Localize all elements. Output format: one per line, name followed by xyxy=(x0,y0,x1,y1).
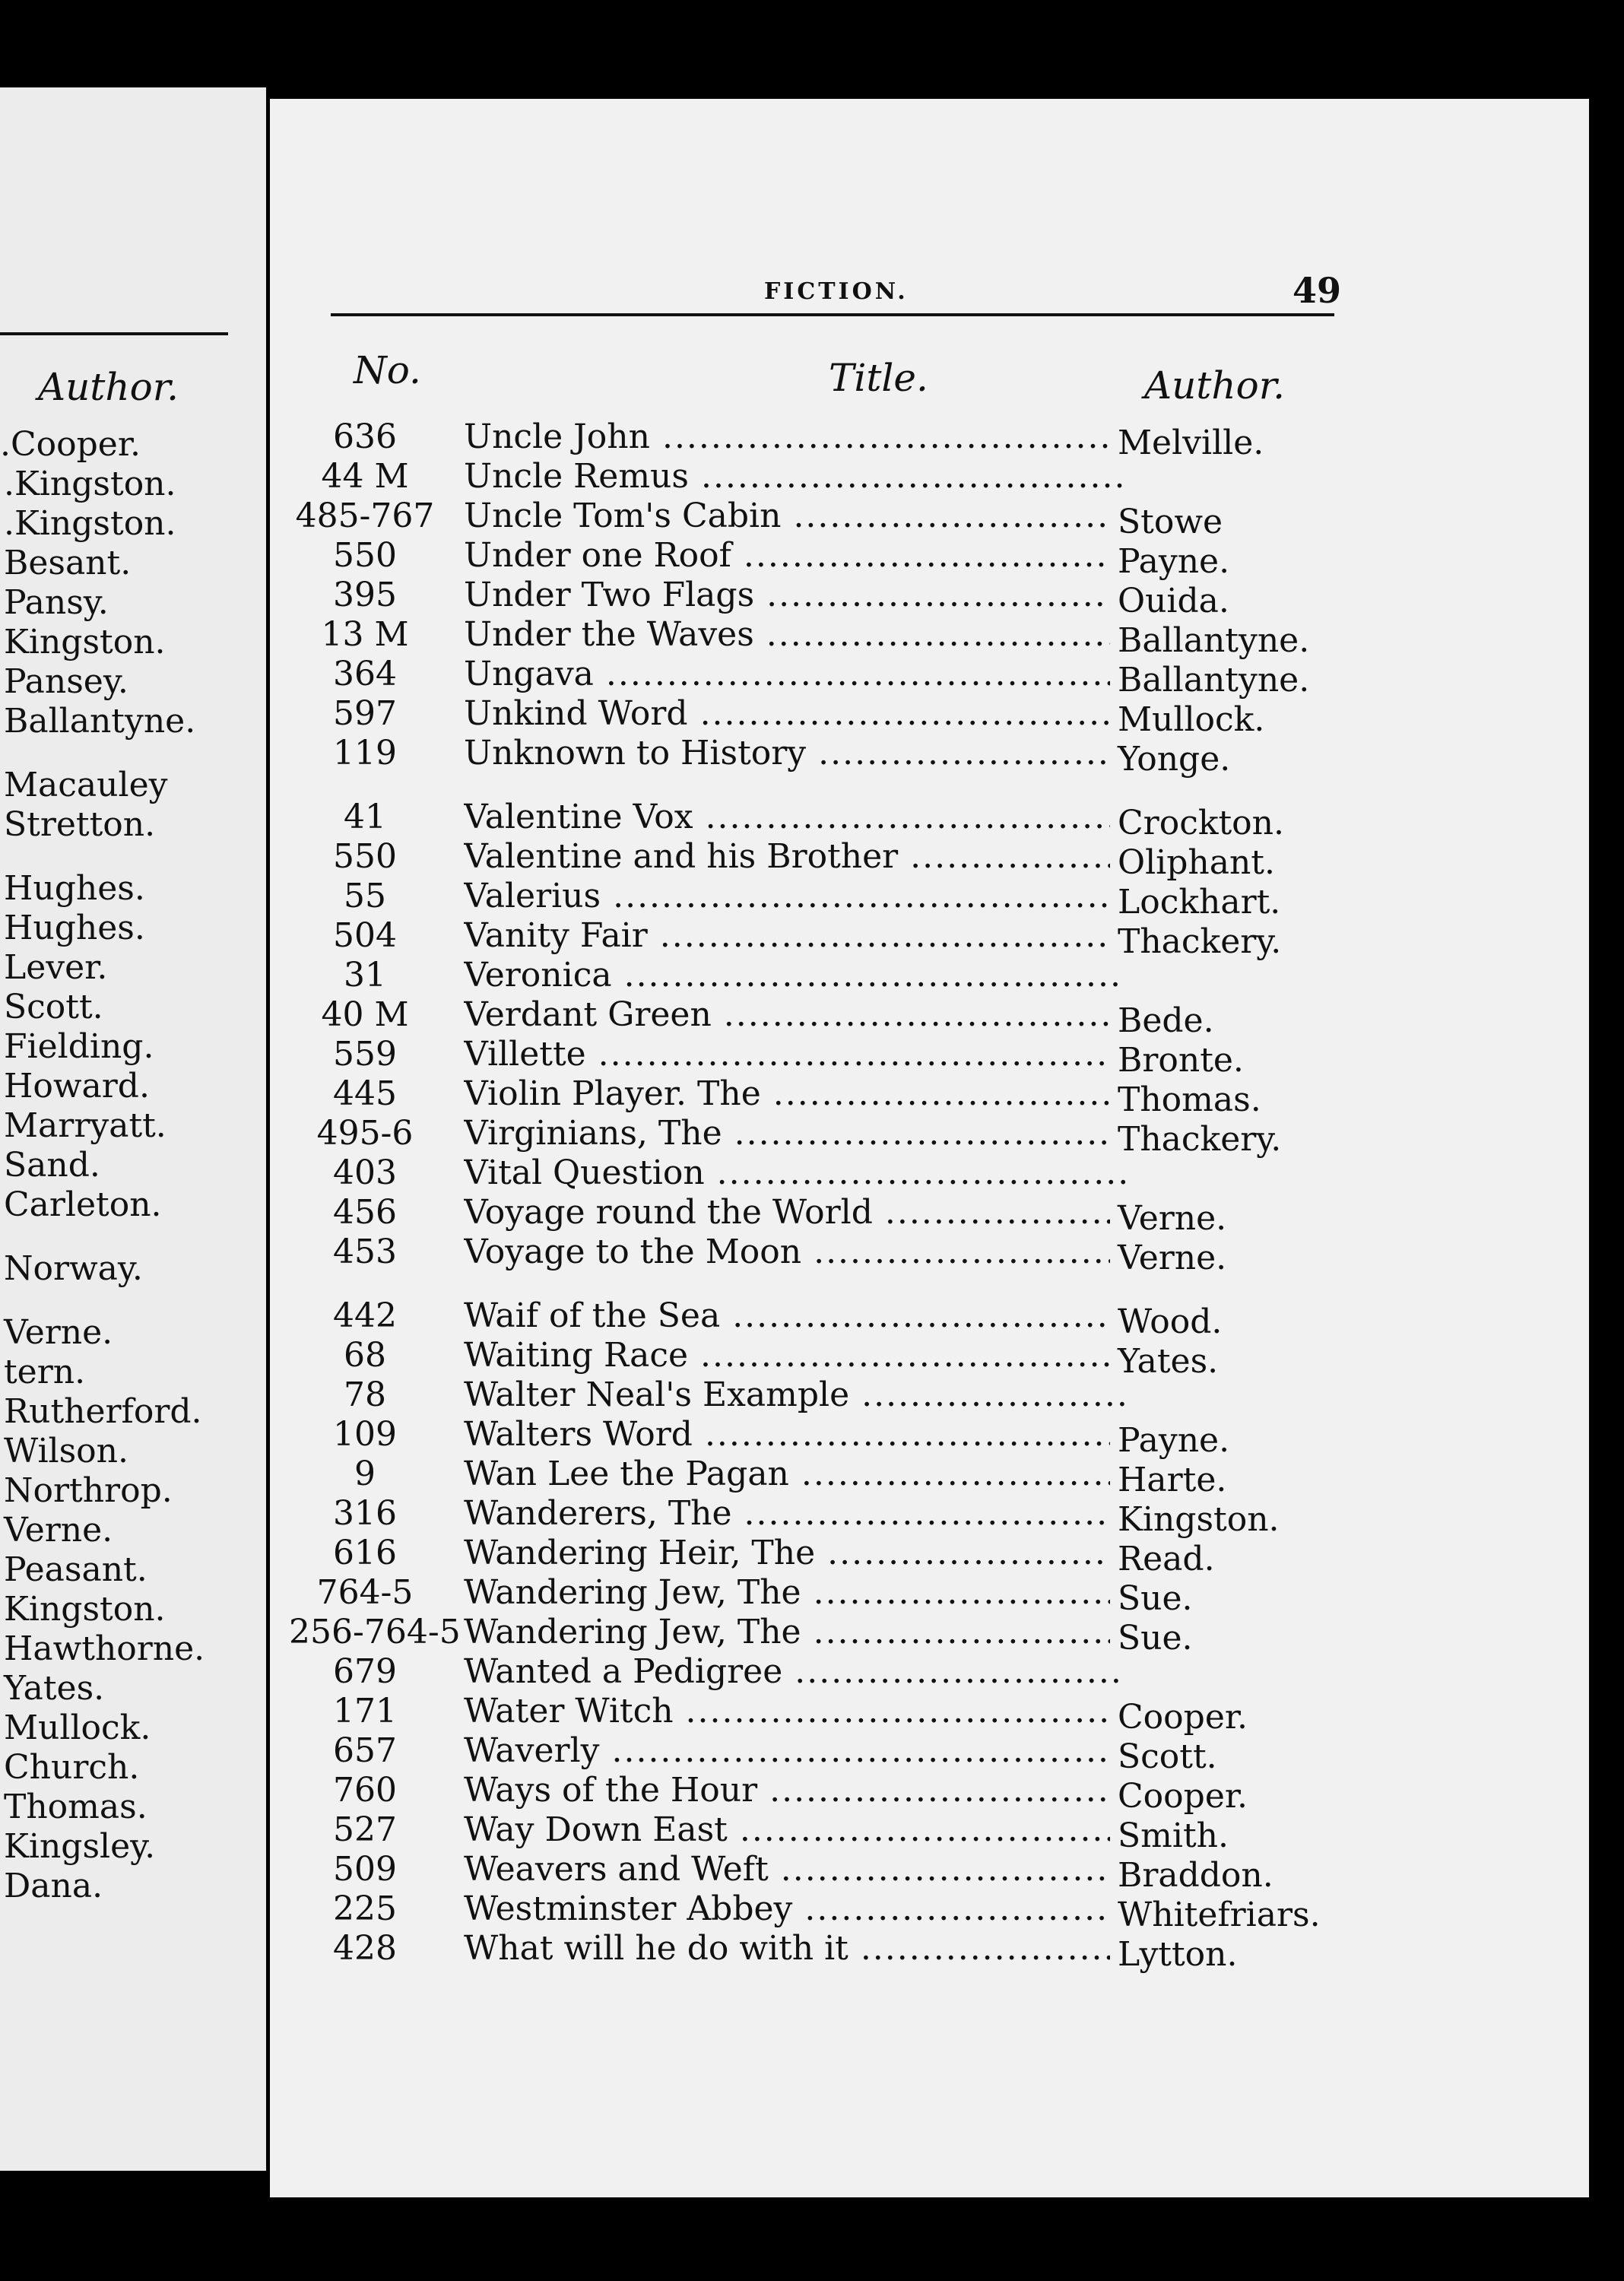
entry-number: 13 M xyxy=(321,615,409,654)
entry-author: Ballantyne. xyxy=(1118,621,1310,660)
entry-title: Unkind Word ..... xyxy=(464,695,1110,733)
no-column-heading: No. xyxy=(354,348,421,392)
left-author-fragment: Kingsley. xyxy=(4,1827,156,1866)
left-author-fragment: Marryatt. xyxy=(4,1106,167,1145)
entry-title: Walter Neal's Example ..... xyxy=(464,1376,1125,1414)
left-page xyxy=(0,87,266,2171)
entry-title: Waif of the Sea ..... xyxy=(464,1297,1110,1335)
entry-author: Smith. xyxy=(1118,1816,1229,1855)
entry-title: Weavers and Weft ..... xyxy=(464,1851,1110,1889)
entry-title: Wan Lee the Pagan ..... xyxy=(464,1455,1110,1493)
left-author-fragment: Hughes. xyxy=(4,869,145,908)
entry-title: Wandering Jew, The ..... xyxy=(464,1574,1110,1612)
entry-author: Thomas. xyxy=(1118,1080,1261,1119)
entry-title: Waverly ..... xyxy=(464,1732,1110,1770)
page-number: 49 xyxy=(1293,270,1342,311)
entry-number: 527 xyxy=(333,1810,397,1849)
entry-author: Braddon. xyxy=(1118,1856,1274,1895)
entry-title: Vital Question ..... xyxy=(464,1154,1125,1192)
entry-number: 41 xyxy=(344,798,386,836)
entry-title: What will he do with it ..... xyxy=(464,1930,1110,1968)
left-author-fragment: Scott. xyxy=(4,988,103,1026)
entry-title: Violin Player. The ..... xyxy=(464,1075,1110,1113)
author-column-heading: Author. xyxy=(1144,363,1286,408)
left-author-fragment: Yates. xyxy=(4,1669,105,1708)
entry-title: Water Witch ..... xyxy=(464,1693,1110,1731)
entry-title: Verdant Green ..... xyxy=(464,996,1110,1034)
entry-title: Under one Roof ..... xyxy=(464,537,1110,575)
entry-title: Waiting Race ..... xyxy=(464,1337,1110,1375)
left-author-fragment: Hawthorne. xyxy=(4,1629,205,1668)
entry-number: 495-6 xyxy=(316,1114,414,1153)
entry-author: Verne. xyxy=(1118,1199,1227,1238)
entry-title: Voyage to the Moon ..... xyxy=(464,1233,1110,1271)
entry-title: Wanderers, The ..... xyxy=(464,1495,1110,1533)
entry-author: Scott. xyxy=(1118,1737,1217,1776)
entry-title: Voyage round the World ..... xyxy=(464,1194,1110,1232)
entry-number: 119 xyxy=(333,734,397,772)
entry-title: Ways of the Hour ..... xyxy=(464,1772,1110,1810)
entry-number: 504 xyxy=(333,916,397,955)
entry-author: Yates. xyxy=(1118,1342,1219,1381)
entry-number: 509 xyxy=(333,1850,397,1889)
left-author-fragment: Pansey. xyxy=(4,662,128,701)
left-author-fragment: Stretton. xyxy=(4,805,156,844)
entry-author: Whitefriars. xyxy=(1118,1896,1321,1934)
entry-number: 453 xyxy=(333,1233,397,1271)
title-column-heading: Title. xyxy=(829,356,928,400)
left-author-fragment: Wilson. xyxy=(4,1432,128,1470)
entry-number: 559 xyxy=(333,1035,397,1074)
entry-author: Payne. xyxy=(1118,542,1230,581)
entry-title: Unknown to History ..... xyxy=(464,734,1110,772)
entry-author: Bronte. xyxy=(1118,1041,1244,1080)
entry-title: Way Down East ..... xyxy=(464,1811,1110,1849)
entry-author: Harte. xyxy=(1118,1461,1227,1499)
entry-title: Valentine and his Brother ..... xyxy=(464,838,1110,876)
entry-title: Valentine Vox ..... xyxy=(464,798,1110,836)
entry-number: 428 xyxy=(333,1929,397,1968)
entry-author: Thackery. xyxy=(1118,922,1282,961)
entry-title: Wandering Jew, The ..... xyxy=(464,1613,1110,1651)
left-author-heading: Author. xyxy=(38,365,179,409)
entry-number: 316 xyxy=(333,1494,397,1533)
entry-author: Sue. xyxy=(1118,1619,1193,1658)
entry-number: 395 xyxy=(333,576,397,614)
entry-number: 256-764-5 xyxy=(289,1613,461,1651)
entry-title: Uncle Tom's Cabin ..... xyxy=(464,497,1110,535)
entry-number: 442 xyxy=(333,1296,397,1335)
left-author-fragment: Verne. xyxy=(4,1313,113,1352)
entry-author: Cooper. xyxy=(1118,1777,1248,1816)
entry-title: Uncle Remus ..... xyxy=(464,458,1125,496)
left-author-fragment: Kingston. xyxy=(4,1590,166,1629)
entry-author: Stowe xyxy=(1118,503,1223,541)
left-author-fragment: Thomas. xyxy=(4,1788,147,1826)
entry-number: 456 xyxy=(333,1193,397,1232)
entry-author: Lytton. xyxy=(1118,1935,1238,1974)
left-author-fragment: .Cooper. xyxy=(0,425,141,464)
left-author-fragment: Ballantyne. xyxy=(4,702,196,741)
entry-number: 55 xyxy=(344,877,386,915)
entry-author: Ballantyne. xyxy=(1118,661,1310,700)
entry-author: Read. xyxy=(1118,1540,1215,1578)
entry-number: 764-5 xyxy=(316,1573,414,1612)
entry-author: Crockton. xyxy=(1118,804,1284,842)
entry-author: Melville. xyxy=(1118,424,1264,462)
entry-title: Valerius ..... xyxy=(464,877,1110,915)
entry-author: Thackery. xyxy=(1118,1120,1282,1159)
entry-author: Kingston. xyxy=(1118,1500,1280,1539)
entry-number: 760 xyxy=(333,1771,397,1810)
entry-title: Vanity Fair ..... xyxy=(464,917,1110,955)
left-author-fragment: Howard. xyxy=(4,1067,150,1106)
entry-number: 78 xyxy=(344,1375,386,1414)
entry-author: Sue. xyxy=(1118,1579,1193,1618)
left-author-fragment: Verne. xyxy=(4,1511,113,1550)
entry-author: Wood. xyxy=(1118,1302,1223,1341)
entry-title: Virginians, The ..... xyxy=(464,1115,1110,1153)
entry-author: Mullock. xyxy=(1118,700,1265,739)
left-author-fragment: Fielding. xyxy=(4,1027,154,1066)
entry-author: Cooper. xyxy=(1118,1698,1248,1737)
left-author-fragment: .Kingston. xyxy=(4,465,176,503)
entry-title: Veronica ..... xyxy=(464,956,1125,995)
entry-title: Walters Word ..... xyxy=(464,1416,1110,1454)
left-author-fragment: Lever. xyxy=(4,948,108,987)
entry-title: Wanted a Pedigree ..... xyxy=(464,1653,1125,1691)
entry-number: 171 xyxy=(333,1692,397,1731)
left-author-fragment: Sand. xyxy=(4,1146,100,1185)
left-author-fragment: Kingston. xyxy=(4,623,166,661)
entry-number: 9 xyxy=(354,1455,376,1493)
entry-author: Ouida. xyxy=(1118,582,1229,620)
left-author-fragment: Northrop. xyxy=(4,1471,173,1510)
entry-number: 679 xyxy=(333,1652,397,1691)
entry-number: 550 xyxy=(333,536,397,575)
entry-number: 44 M xyxy=(321,457,409,496)
left-author-fragment: Norway. xyxy=(4,1249,143,1288)
entry-author: Oliphant. xyxy=(1118,843,1275,882)
left-author-fragment: Mullock. xyxy=(4,1708,151,1747)
entry-number: 31 xyxy=(344,956,386,995)
left-author-fragment: Rutherford. xyxy=(4,1392,202,1431)
left-author-fragment: .Kingston. xyxy=(4,504,176,543)
left-author-fragment: Hughes. xyxy=(4,909,145,947)
entry-number: 364 xyxy=(333,655,397,693)
left-author-fragment: Macauley xyxy=(4,766,168,804)
entry-title: Ungava ..... xyxy=(464,655,1110,693)
entry-title: Under Two Flags ..... xyxy=(464,576,1110,614)
entry-number: 403 xyxy=(333,1153,397,1192)
entry-author: Payne. xyxy=(1118,1421,1230,1460)
right-page xyxy=(270,99,1589,2197)
left-author-fragment: Pansy. xyxy=(4,583,109,622)
entry-number: 550 xyxy=(333,837,397,876)
entry-title: Wandering Heir, The ..... xyxy=(464,1534,1110,1572)
entry-number: 40 M xyxy=(321,995,409,1034)
entry-number: 445 xyxy=(333,1074,397,1113)
left-author-fragment: Church. xyxy=(4,1748,140,1787)
entry-author: Lockhart. xyxy=(1118,883,1281,922)
entry-title: Uncle John ..... xyxy=(464,418,1110,456)
left-author-fragment: Carleton. xyxy=(4,1185,162,1224)
entry-number: 636 xyxy=(333,417,397,456)
left-author-fragment: Besant. xyxy=(4,544,132,582)
entry-number: 109 xyxy=(333,1415,397,1454)
left-author-fragment: tern. xyxy=(4,1353,86,1391)
header-rule xyxy=(331,313,1334,316)
entry-number: 225 xyxy=(333,1889,397,1928)
entry-number: 657 xyxy=(333,1731,397,1770)
entry-title: Villette ..... xyxy=(464,1036,1110,1074)
left-author-fragment: Peasant. xyxy=(4,1550,147,1589)
entry-author: Bede. xyxy=(1118,1001,1214,1040)
entry-number: 597 xyxy=(333,694,397,733)
entry-title: Westminster Abbey ..... xyxy=(464,1890,1110,1928)
left-top-rule xyxy=(0,332,228,335)
entry-number: 616 xyxy=(333,1534,397,1572)
left-author-fragment: Dana. xyxy=(4,1867,103,1905)
entry-author: Verne. xyxy=(1118,1239,1227,1277)
entry-author: Yonge. xyxy=(1118,740,1231,779)
entry-title: Under the Waves ..... xyxy=(464,616,1110,654)
entry-number: 68 xyxy=(344,1336,386,1375)
running-head: FICTION. xyxy=(764,278,909,305)
entry-number: 485-767 xyxy=(295,496,435,535)
